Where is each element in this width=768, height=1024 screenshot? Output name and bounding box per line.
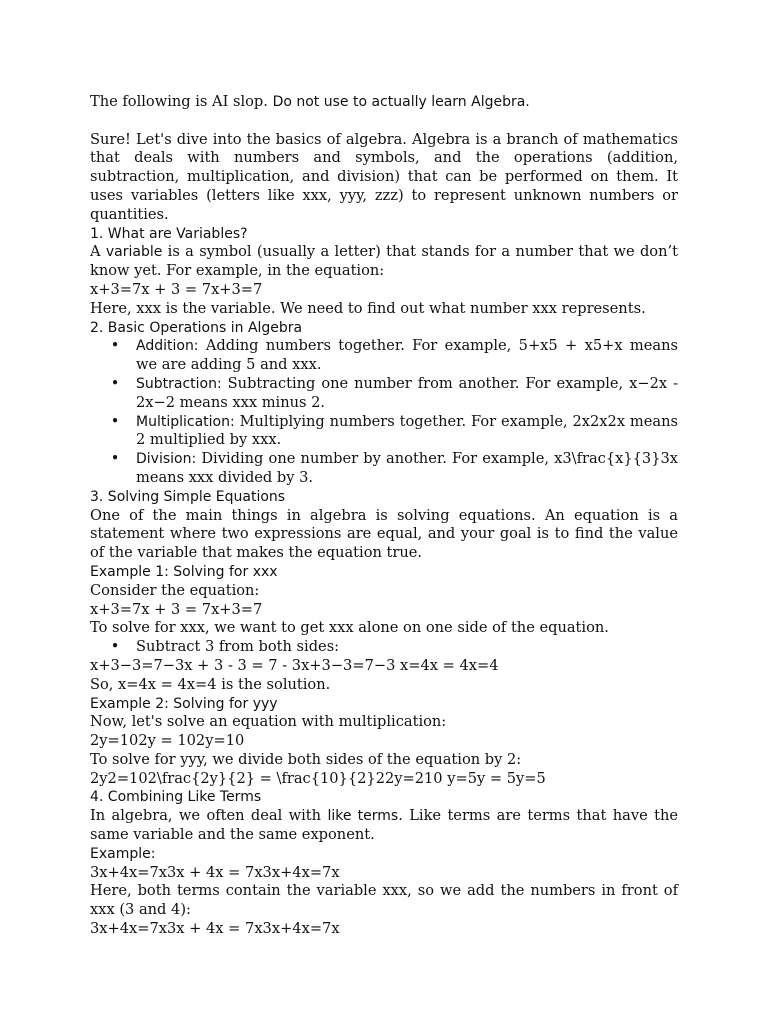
step-text: Subtract 3 from both sides: [136,638,340,656]
operation-text: Adding numbers together. For example, 5+x5 + x5+x means we are adding 5 and xxx. [136,337,678,374]
like-terms-note: Here, both terms contain the variable xxx, so we add the numbers in front of xxx (3 and 4): [90,882,678,919]
section-heading-like-terms: 4. Combining Like Terms [90,789,262,806]
example-2-line: Now, let's solve an equation with multiplication: [90,713,447,731]
operation-term: Multiplication: [136,413,235,430]
section-heading-operations: 2. Basic Operations in Algebra [90,319,303,336]
example-1-solution: So, x=4x = 4x=4 is the solution. [90,675,331,693]
section-heading-equations: 3. Solving Simple Equations [90,488,286,505]
example-2-heading: Example 2: Solving for yyy [90,695,278,712]
section-heading-variables: 1. What are Variables? [90,225,248,242]
disclaimer-warning: Do not use to actually learn Algebra. [272,94,530,110]
document-page [90,93,678,939]
list-item-division [90,450,678,488]
operation-term: Division: [136,451,197,468]
like-terms-equation: 3x+4x=7x3x + 4x = 7x3x+4x=7x [90,920,340,938]
example-2-equation: 2y=102y = 102y=10 [90,732,245,750]
list-item-subtraction [90,375,678,413]
list-item-step [90,638,678,657]
definition-text: is a symbol (usually a letter) that stands for a number that we don’t know yet. For example, in the equation: [90,243,678,280]
bullet-icon: • [110,337,120,355]
intro-paragraph: Sure! Let's dive into the basics of algebra. Algebra is a branch of mathematics that deals with numbers and symbols, and the operations (addition, subtraction, multiplication, and division) that can be performed on them. It uses variables (letters like xxx, yyy, zzz) to represent unknown numbers or quantities. [90,130,678,223]
operation-text: Subtracting one number from another. For example, x−2x - 2x−2 means xxx minus 2. [136,374,678,411]
bullet-icon: • [110,450,120,468]
operation-text: Multiplying numbers together. For example, 2x2x2x means 2 multiplied by xxx. [136,412,678,449]
operation-term: Addition: [136,338,199,355]
definition-term: variable [105,244,163,261]
bullet-icon: • [110,638,120,656]
example-1-heading: Example 1: Solving for xxx [90,563,278,580]
list-item-addition [90,337,678,375]
example-2-equation: 2y2=102\frac{2y}{2} = \frac{10}{2}22y=210 y=5y = 5y=5 [90,769,546,787]
disclaimer-prefix: The following is AI slop. [90,93,273,110]
like-terms-equation: 3x+4x=7x3x + 4x = 7x3x+4x=7x [90,863,340,881]
example-1-line: To solve for xxx, we want to get xxx alone on one side of the equation. [90,619,609,637]
equation-line: x+3=7x + 3 = 7x+3=7 [90,280,263,298]
like-terms-text: . Like terms are terms that have the same variable and the same exponent. [90,807,678,844]
operations-list [90,337,678,487]
example-1-steps [90,638,678,657]
operation-text: Dividing one number by another. For example, x3\frac{x}{3}3x means xxx divided by 3. [136,450,678,486]
list-item-multiplication [90,413,678,451]
variable-definition [90,243,678,281]
disclaimer-line [90,93,678,112]
example-2-line: To solve for yyy, we divide both sides of the equation by 2: [90,750,522,768]
operation-term: Subtraction: [136,375,222,392]
equations-paragraph: One of the main things in algebra is solving equations. An equation is a statement where two expressions are equal, and your goal is to find the value of the variable that makes the equation true. [90,506,678,562]
bullet-icon: • [110,374,120,392]
example-1-line: Consider the equation: [90,581,260,599]
example-1-equation: x+3−3=7−3x + 3 - 3 = 7 - 3x+3−3=7−3 x=4x = 4x=4 [90,656,499,674]
variable-note: Here, xxx is the variable. We need to find out what number xxx represents. [90,299,646,317]
like-terms-prefix: In algebra, we often deal with [90,807,328,825]
example-heading: Example: [90,845,156,862]
like-terms-paragraph [90,807,678,845]
like-terms-term: like terms [327,808,399,825]
example-1-equation: x+3=7x + 3 = 7x+3=7 [90,600,263,618]
definition-prefix: A [90,243,106,261]
bullet-icon: • [110,412,120,430]
